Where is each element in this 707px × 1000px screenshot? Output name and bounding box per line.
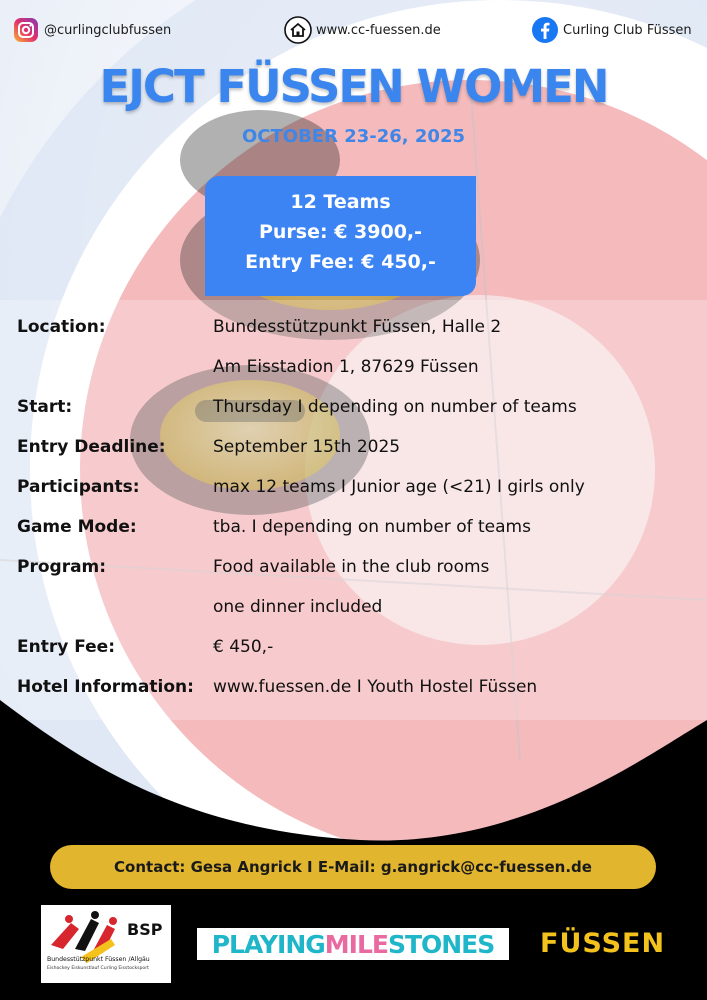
entry-fee-summary: Entry Fee: € 450,- [245,251,436,273]
detail-value: max 12 teams I Junior age (<21) I girls only [213,477,585,497]
detail-label: Entry Fee: [17,637,116,657]
detail-value: Bundesstützpunkt Füssen, Halle 2 [213,317,502,337]
facebook-link[interactable] [531,16,692,44]
playing-milestones-logo [197,928,509,960]
detail-value: www.fuessen.de I Youth Hostel Füssen [213,677,538,697]
detail-label: Location: [17,317,106,337]
detail-value: Food available in the club rooms [213,557,490,577]
bsp-logo [41,905,171,983]
purse: Purse: € 3900,- [258,221,423,243]
pm-stones: STONES [387,929,495,959]
pm-mile: MILE [324,929,388,959]
website-url: www.cc-fuessen.de [316,22,441,38]
social-bar [0,14,707,48]
website-link[interactable] [284,16,441,44]
detail-value: Thursday I depending on number of teams [213,397,577,417]
bsp-figure-black [75,919,99,951]
event-date: OCTOBER 23-26, 2025 [241,126,465,147]
detail-row [17,307,697,347]
instagram-icon [12,16,40,44]
bsp-abbr: BSP [127,920,163,939]
bsp-head-1 [65,915,73,923]
facebook-page-name: Curling Club Füssen [563,22,692,38]
detail-label: Entry Deadline: [17,437,166,457]
detail-value: tba. I depending on number of teams [213,517,531,537]
bsp-head-2 [91,911,99,919]
detail-label: Program: [17,557,107,577]
bsp-head-3 [109,917,117,925]
detail-row [17,467,697,507]
home-icon [284,16,312,44]
bsp-figure-red [51,923,79,949]
instagram-link[interactable] [12,16,171,44]
detail-label: Game Mode: [17,517,137,537]
fuessen-logo: FÜSSEN [540,928,666,959]
detail-value: September 15th 2025 [213,437,401,457]
detail-value: € 450,- [213,637,274,657]
bsp-logo-graphic [41,905,171,983]
detail-row [17,507,697,547]
bsp-sports: Eishockey Eiskunstlauf Curling Eisstocksport [47,966,149,971]
contact-text: Contact: Gesa Angrick I E-Mail: g.angrick@cc-fuessen.de [114,858,592,876]
detail-row [17,587,697,627]
summary-box [205,176,476,296]
detail-row [17,387,697,427]
contact-banner[interactable] [50,845,656,889]
pm-playing: PLAYING [211,929,325,959]
detail-label: Start: [17,397,73,417]
instagram-handle: @curlingclubfussen [44,22,172,38]
detail-value: one dinner included [213,597,383,617]
facebook-icon [531,16,559,44]
detail-label: Participants: [17,477,140,497]
teams-count: 12 Teams [290,191,391,213]
detail-row [17,427,697,467]
detail-row [17,347,697,387]
detail-row [17,627,697,667]
bsp-name: Bundesstützpunkt Füssen /Allgäu [47,956,150,963]
detail-row [17,547,697,587]
event-details [17,307,697,707]
event-title: EJCT FÜSSEN WOMEN [99,60,608,113]
detail-value: Am Eisstadion 1, 87629 Füssen [213,357,479,377]
detail-row [17,667,697,707]
detail-label: Hotel Information: [17,677,194,697]
